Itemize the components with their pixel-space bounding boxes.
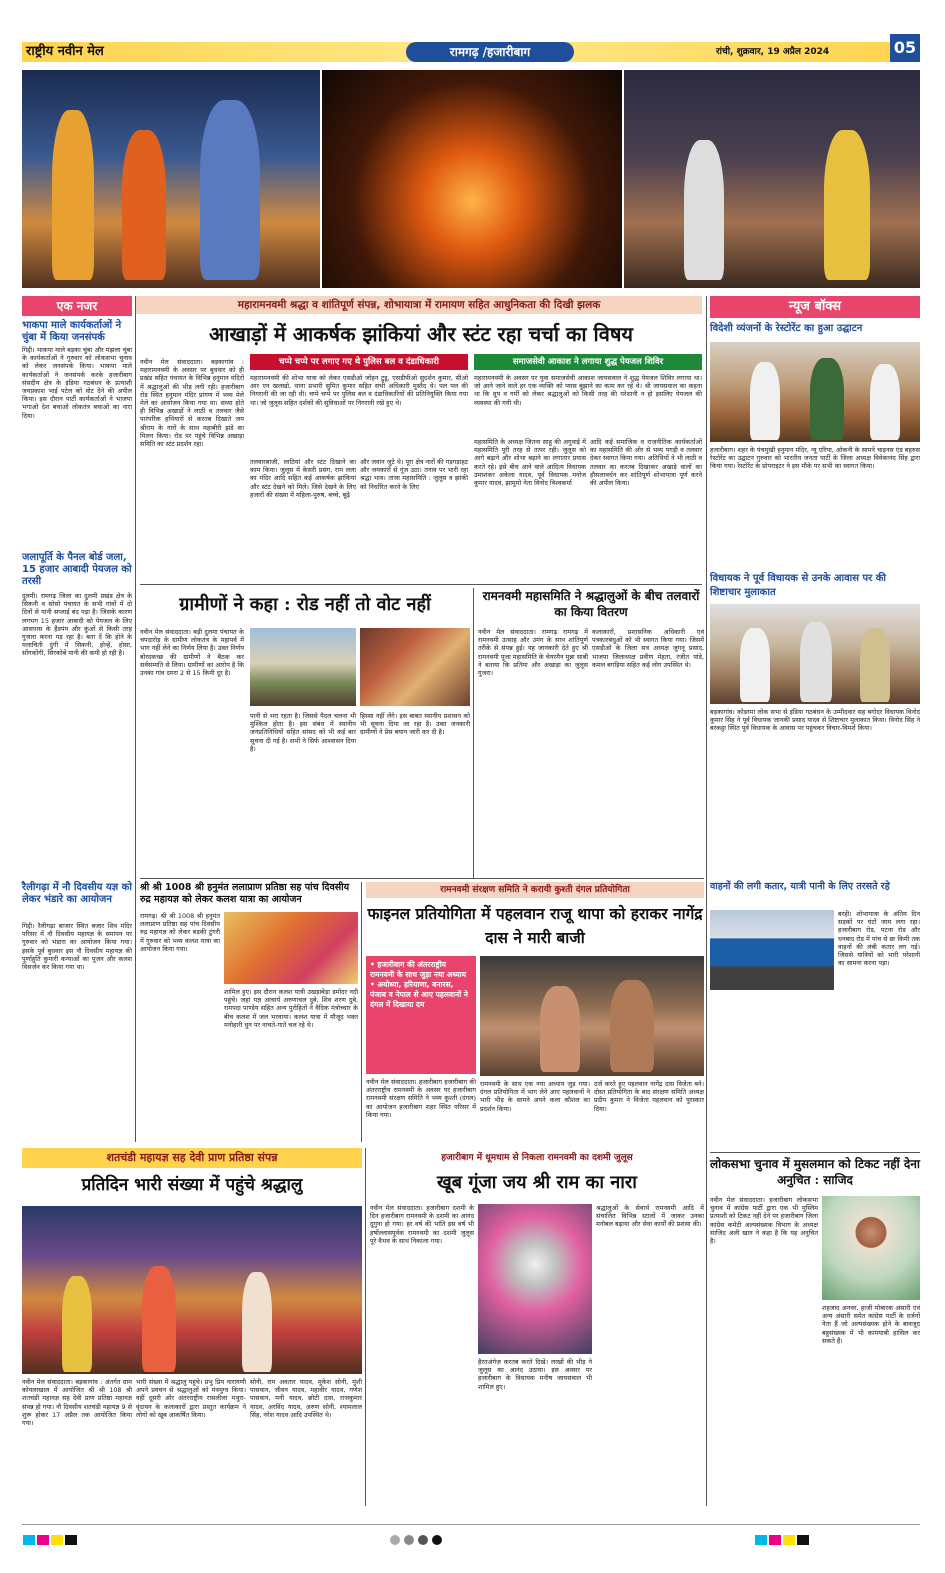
dashami-t2: हैरतअंगेज़ करतब करते दिखे। लाखों की भीड़ ने जुलूस का आनंद उठाया। इस अवसर पर हजारीबाग के विधायक मनीष जायसवाल भी शामिल हुए।	[478, 1358, 592, 1391]
ek-nazar-label: एक नजर	[22, 296, 132, 316]
news-t4: नवीन मेल संवाददाता। हजारीबाग लोकसभा चुनाव में कांग्रेस पार्टी द्वारा एक भी मुस्लिम प्रत्याशी को टिकट नहीं देने पर हजारीबाग जिला कांग्रेस कमेटी अल्पसंख्यक विभाग के अध्यक्ष साजिद अली खान ने कहा है कि यह अनुचित है।	[710, 1196, 818, 1246]
news-t4b: शहजाद अनवर, हाजी मोबारक अंसारी एवं अन्य अंसारी समेत कांग्रेस पार्टी के दर्जनों नेता हैं जो अल्पसंख्यक होने के बावजूद बहुसंख्यक में भी कामयाबी हासिल कर सकते हैं।	[822, 1304, 920, 1345]
news-box-label: न्यूज बॉक्स	[710, 296, 920, 318]
top-kicker: महारामनवमी श्रद्धा व शांतिपूर्ण संपन्न, शोभायात्रा में रामायण सहित आधुनिकता की दिखी झलक	[237, 299, 601, 311]
photo-fire-stunt	[322, 70, 622, 288]
news-t2: बड़कागांव। कोडरमा लोक सभा से इंडिया गठबंधन के उम्मीदवार सह बगोदर विधायक विनोद कुमार सिंह ने पूर्व विधायक जानकी प्रसाद यादव से शिष्टाचार मुलाकात किया। विनोद सिंह ने बरकट्ठा स्थित पूर्व विधायक के आवास पर पहुंचकर विचार-विमर्श किया।	[710, 708, 920, 733]
rural-t1: नवीन मेल संवाददाता। बड़ी दुलमा पंचायत के चपदारोड़ के ग्रामीण लोकतंत्र के महापर्व में भाग नहीं लेने का निर्णय लिया है। उक्त निर्णय बोरदकच्छ की ग्रामीणों ने बैठक कर सर्वसम्मति से लिया। ग्रामीणों का आरोप है कि उनका गांव दमरा 2 से 15 किमी दूर है।	[140, 628, 244, 678]
photo-restaurant-opening	[710, 342, 920, 442]
photo-mla-meeting	[710, 604, 920, 704]
news-h1: विदेशी व्यंजनों के रेस्टोरेंट का हुआ उद्घाटन	[710, 323, 863, 334]
left-t1: गिद्दी। भाकपा माले बड़का चुंबा और मंझला चुंबा के कार्यकर्ताओं ने गुरुवार को लोकसभा चुनाव को लेकर जनसंपर्क किया। भाकपा माले कार्यकर्ताओं ने जनसंपर्क करके हजारीबाग संसदीय क्षेत्र के इंडिया गठबंधन के प्रत्याशी जयप्रकाश भाई पटेल को वोट देने की अपील किया। इस दौरान पार्टी कार्यकर्ताओं ने भाजपा भगाओ देश बचाओ लोकतंत्र बचाओ का नारा दिया।	[22, 346, 132, 420]
wrestle-t3: दर्ज करते हुए पहलवान नागेंद्र दास विजेता बने। दोस्त प्रतियोगिता के बाद संरक्षण समिति अध्यक्ष प्रदीप कुमार ने विजेता पहलवान को पुरस्कार दिया।	[594, 1080, 704, 1113]
paper-name: राष्ट्रीय नवीन मेल	[26, 44, 104, 59]
photo-kalash-yatra	[224, 912, 358, 984]
sub-red: चप्पे चप्पे पर लगाए गए थे पुलिस बल व दंडाधिकारी	[279, 357, 439, 367]
wrestle-highlights: • हजारीबाग की अंतरराष्ट्रीय रामनवमी के साथ जुड़ा नया अध्याय • अयोध्या, हरियाणा, बनारस, पंजाब व नेपाल से आए पहलवानों ने दंगल में दिखाया दम	[370, 960, 468, 1009]
left-h2: जलापूर्ति के पैनल बोर्ड जला, 15 हजार आबादी पेयजल को तरसी	[22, 552, 132, 587]
main-col3: और जवान जुटे थे। पूरा क्षेत्र नारों की गड़गड़ाहट और जयकारों से गूंज उठा। तनाव पर भारी रहा श्रद्धा भाव। ताजा महासमिति : जुलूस व झांकी को निर्धारित करने के लिए	[360, 458, 468, 491]
photo-devotees	[22, 1206, 362, 1374]
left-t2: दुलमी। रामगढ़ जिला का दुलमी प्रखंड क्षेत्र के सिकनी व सोसो पंचायत के सभी गांवों में दो दिनों से पानी सप्लाई बंद पड़ा है। जिसके कारण लगभग 15 हजार आबादी को पेयजल के लिए आसपास के हैंडपंप और कुंओं से किसी तरह गुजारा करना पड़ रहा है। बता दें कि होने के मलाचिती दुंगी में सिकनी, होन्हें, होसा, सोंगकोंगी, सिरकोबें पानी की कमी हो रही है।	[22, 592, 132, 658]
main-col1: नवीन मेल संवाददाता। बड़कागांव : महारामनवमी के अवसर पर बुधवार को ही प्रखंड सहित पंचायत के विभिन्न हनुमान मंदिरों में श्रद्धालुओं की भीड़ लगी रही। हजारीबाग रोड स्थित हनुमान मंदिर प्रांगण में भव्य मेले मेले का आयोजन किया गया था। संध्या होते ही विभिन्न अखाड़ों ने लाठी व तलवार जैसे पारंपरिक हथियारों से करतब दिखाते जय श्रीराम के नारों के साथ महाबीरी झंडे का मिलन किया। रोड पर पहुंचे विभिन्न अखाड़ा समिति का स्टंट प्रदर्शन रहा।	[140, 358, 244, 449]
swords-t1: नवीन मेल संवाददाता। रामगढ़ रामगढ़ में रामनवमी उत्साह और उमंग के साथ शांतिपूर्ण तरीके से संपन्न हुई। यह जानकारी देते हुए श्री रामनवमी पूजा महासमिति के चेयरमैन मुन्ना साबी ने बताया कि प्रतिमा और अखाड़ा का जुलूस गुजरा।	[478, 628, 588, 678]
main-headline: आखाड़ों में आकर्षक झांकियां और स्टंट रहा चर्चा का विषय	[209, 322, 633, 346]
dashami-headline: खूब गूंजा जय श्री राम का नारा	[437, 1172, 637, 1193]
news-h2: विधायक ने पूर्व विधायक से उनके आवास पर की शिष्टाचार मुलाकात	[710, 573, 887, 598]
wrestle-t1: नवीन मेल संवाददाता। हजारीबाग हजारीबाग की अंतरराष्ट्रीय रामनवमी के अवसर पर हजारीबाग रामनवमी संरक्षण समिति ने भव्य कुश्ती (दंगल) का आयोजन हजारीबाग शहर स्थित परिसर में किया गया।	[366, 1078, 476, 1119]
news-h4: लोकसभा चुनाव में मुसलमान को टिकट नहीं देना अनुचित : साजिद	[710, 1157, 920, 1187]
wrestle-t2: रामनवमी के साथ एक नया अध्याय जुड़ गया। दंगल प्रतियोगिता में भाग लेने आए पहलवानों ने भारी भीड़ के सामने अपने कला कौशल का प्रदर्शन किया।	[480, 1080, 590, 1113]
footer-rule	[22, 1524, 920, 1525]
swords-t2: कलाकारों, प्रशासनिक अधिकारी एवं पत्रकारबंधुओं को भी स्वागत किया गया। जिसमें एसडीओ के जिला सत्र अध्यक्ष जुगनू प्रसाद, भाजपा जिलाध्यक्ष प्रवीण मेहता, रंजीत पांडे, कमल बगड़िया सहित कई लोग उपस्थित थे।	[592, 628, 704, 669]
left-h1: भाकपा माले कार्यकर्ताओं ने चुंबा में किया जनसंपर्क	[22, 320, 122, 343]
shatchandi-t1: नवीन मेल संवाददाता। बड़कागांव : अंतर्गत ग्राम कोयलाखाल में आयोजित श्री श्री 108 श्री शतचंडी महायज्ञ सह देवी प्राण प्रतिष्ठा महायज्ञ संपन्न हो गया। नौ दिवसीय शतचंडी महायज्ञ 9 से शुरू होकर 17 अप्रैल तक आयोजित किया गया।	[22, 1378, 132, 1428]
sub-green: समाजसेवी आकाश ने लगाया शुद्ध पेयजल शिविर	[512, 357, 664, 367]
main-col2: महारामनवमी की शोभा यात्रा को लेकर एसडीओ जोहन टुडू, एसडीपीओ सुदर्शन कुमार, सीओ आर एन खलखो, थाना प्रभारी सुमित कुमार सहित सभी अधिकारी मुस्तैद थे। पल पल की निगरानी की जा रही थी। चप्पे चप्पे पर पुलिस बल व दंडाधिकारियों की प्रतिनियुक्ति किया गया था। जो जुलूस सहित दर्शकों की सुविधाओं पर निगरानी रखे हुए थे।	[250, 374, 468, 407]
shatchandi-headline: प्रतिदिन भारी संख्या में पहुंचे श्रद्धालु	[81, 1175, 303, 1195]
photo-dashami-procession	[478, 1204, 592, 1354]
section-title: रामगढ़ /हजारीबाग	[449, 45, 531, 59]
photo-villagers	[360, 628, 470, 706]
rural-t3: हिस्सा नहीं लेंगे। इस बाबत स्थानीय प्रशासन को भी सूचना दिया जा रहा है। उक्त जनकारी ग्रामीणों ने प्रेस बयान जारी कर दी है।	[360, 712, 470, 737]
dashami-kicker: हजारीबाग में धूमधाम से निकला रामनवमी का दशमी जुलूस	[441, 1153, 633, 1163]
page-number: 05	[890, 34, 920, 62]
shatchandi-t3: सोनी, राम अवतार यादव, मुकेश सोनी, मुंशी पासवान, जीवन यादव, महावीर यादव, गणेश पासवान, मनी यादव, छोटी दास, राजकुमार यादव, अरविंद यादव, अरुण सोनी, श्यामलाल सिंह, नरेश यादव आदि उपस्थित थे।	[250, 1378, 362, 1419]
wrestle-headline: फाइनल प्रतियोगिता में पहलवान राजू थापा को हराकर नागेंद्र दास ने मारी बाजी	[367, 904, 703, 947]
dateline: रांची, शुक्रवार, 19 अप्रैल 2024	[716, 47, 830, 57]
rural-headline: ग्रामीणों ने कहा : रोड नहीं तो वोट नहीं	[179, 594, 431, 615]
hanuman-t1: रामगढ़। श्री श्री 1008 श्री हनुमंत ललाप्राण प्रतिष्ठा सह पांच दिवसीय रुद्र महायज्ञ को लेकर बड़की टुंगरी में गुरुवार को भव्य कलश यात्रा का आयोजन किया गया।	[140, 912, 220, 953]
news-t1: हजारीबाग। शहर के पंचमुखी हनुमान मंदिर, न्यू एरिया, ओकनी के सामने चाइनस एंड बहरुस रेस्टोरेंट का उद्घाटन गुरुवार को भारतीय जनता पार्टी के जिला अध्यक्ष विवेकानंद सिंह द्वारा किया गया। रेस्टोरेंट के प्रोपराइटर ने इस मौके पर सभी का स्वागत किया।	[710, 446, 920, 471]
main-col4: महारामनवमी के अवसर पर युवा समाजसेवी आकाश जायसवाल ने शुद्ध पेयजल शिविर लगाया था। जो आने जाने वाले हर एक व्यक्ति को प्यास बुझाने का काम कर रहे थे। श्री जायसवाल का कहना था कि धूप व गर्मी को लेकर श्रद्धालुओं को किसी तरह की परेशानी न हो इसलिए पेयजल की व्यवस्था की गयी थी।	[474, 374, 702, 407]
hanuman-t2: शामिल हुए। इस दौरान कलश यात्री उखड़ाबेड़ा डमोदर नदी पहुंचे। जहां यज्ञ आचार्य अरुणाचल दुबे, शिव शरण दुबे, रामपदा पाण्डेय सहित अन्य पुरोहितों ने वैदिक मंत्रोच्चार के बीच कलश में जल भरवाया। कलश यात्रा में मौजूद भक्त मनोहारी धुन पर नाचते-गाते चल रहे थे।	[224, 988, 358, 1029]
photo-procession	[624, 70, 920, 288]
news-t3: बरही। शोभायात्रा के अंतिम दिन सड़कों पर घंटों जाम लगा रहा। हजारीबाग रोड, पटना रोड और धनबाद रोड में पांच से छः किमी तक वाहनों की लंबी कतार लग गई। जिससे यात्रियों को भारी परेशानी का सामना करना पड़ा।	[838, 910, 920, 968]
photo-sajid	[822, 1196, 920, 1300]
photo-traffic-jam	[710, 910, 834, 990]
dashami-t1: नवीन मेल संवाददाता। हजारीबाग दशमी के दिन हजारीबाग रामनवमी के दशमी का आनंद दुगुना हो गया। हर वर्ष की भांति इस वर्ष भी हर्षोल्लासपूर्वक रामनवमी का दशमी जुलूस पूरे वैभव के साथ निकाला गया।	[370, 1204, 474, 1245]
left-h3: रैलीगढ़ा में नौ दिवसीय यज्ञ को लेकर भंडारे का आयोजन	[22, 882, 132, 905]
footer-color-bar	[22, 1530, 920, 1544]
rural-t2: पानी से भरा रहता है। जिससे पैदल चलना भी मुश्किल होता है। इस संबंध में स्थानीय जनप्रतिनिधियों सहित सांसद को भी कई बार सूचना दी गई है। सभी ने सिर्फ आश्वासन दिया है।	[250, 712, 356, 753]
hanuman-headline: श्री श्री 1008 श्री हनुमंत ललाप्राण प्रतिष्ठा सह पांच दिवसीय रुद्र महायज्ञ को लेकर कलश यात्रा का आयोजन	[140, 882, 350, 905]
dashami-t3: श्रद्धालुओं के सेवार्थ रामनवमी आदि में संचालित विभिन्न स्टालों में जाकर उनका मनोबल बढ़ाया और सेवा कार्यों की प्रशंसा की।	[596, 1204, 704, 1229]
masthead	[22, 28, 920, 64]
shatchandi-kicker: शतचंडी महायज्ञ सह देवी प्राण प्रतिष्ठा संपन्न	[106, 1151, 278, 1164]
main-col4b: महासमिति के अध्यक्ष जितना साहू की अगुवाई में महासमिति पूरी तरह से तत्पर रही। जुलूस को आगे बढ़ाने और शोभा बढ़ाने का लगातार प्रयास करते रहे। इसे बीच आने वाले आदित्य विधायक उमाशंकर अकेला यादव, पूर्व विधायक मनोज कुमार यादव, झामुमो नेता विनोद विश्वकर्मा	[474, 438, 586, 488]
photo-ramayan-tableau	[22, 70, 320, 288]
shatchandi-t2: भारी संख्या में श्रद्धालु पहुंचे। प्रभु प्रिय नारायणी अपने प्रवचन से श्रद्धालुओं को मंत्रमुग्ध किया। वहीं दूसरी ओर अंतरराष्ट्रीय रासलीला मथुरा-वृंदावन के कलाकारों द्वारा प्रस्तुत कार्यक्रम ने लोगों को खूब आकर्षित किया।	[136, 1378, 246, 1419]
swords-headline: रामनवमी महासमिति ने श्रद्धालुओं के बीच तलवारों का किया वितरण	[482, 589, 700, 619]
photo-wrestlers	[480, 956, 704, 1076]
left-t3: गिद्दी। रैलीगढ़ा बाजार स्थित बजार शिव मंदिर परिसर में नौ दिवसीय महायज्ञ के समापन पर गुरुवार को भंडारा का आयोजन किया गया। इसके पूर्व बुधवार इस नौ दिवसीय महायज्ञ की पूर्णाहुति कुमारी कन्याओं का पूजन और कलश विसर्जन कर किया गया था।	[22, 922, 132, 972]
main-col5b: आदि कई समाजिक व राजनीतिक कार्यकर्ताओं का महासमिति की ओर से भव्य पगड़ी व तलवार देकर स्वागत किया गया। अतिथियों ने भी लाठी व तलवार का करतब दिखाकर अखाड़े वालों का हौसलावर्धन कर शांतिपूर्ण शोभायात्रा पूर्ण करने की अपील किया।	[590, 438, 702, 488]
wrestle-kicker: रामनवमी संरक्षण समिति ने करायी कुश्ती दंगल प्रतियोगिता	[440, 885, 630, 895]
photo-village-road	[250, 628, 356, 706]
main-col2b: तलवारबाजी, लाठियां और स्टंट दिखाने का काम किया। जुलूस में केसरी प्रसंग, राम लला का मंदिर आदि सहित कई आकर्षक झांकियां और स्टंट देखने को मिले। जिसे देखने के लिए हजारों की संख्या में महिला-पुरुष, बच्चे, बूढ़े	[250, 458, 356, 499]
news-h3: वाहनों की लगी कतार, यात्री पानी के लिए तरसते रहे	[710, 881, 890, 892]
